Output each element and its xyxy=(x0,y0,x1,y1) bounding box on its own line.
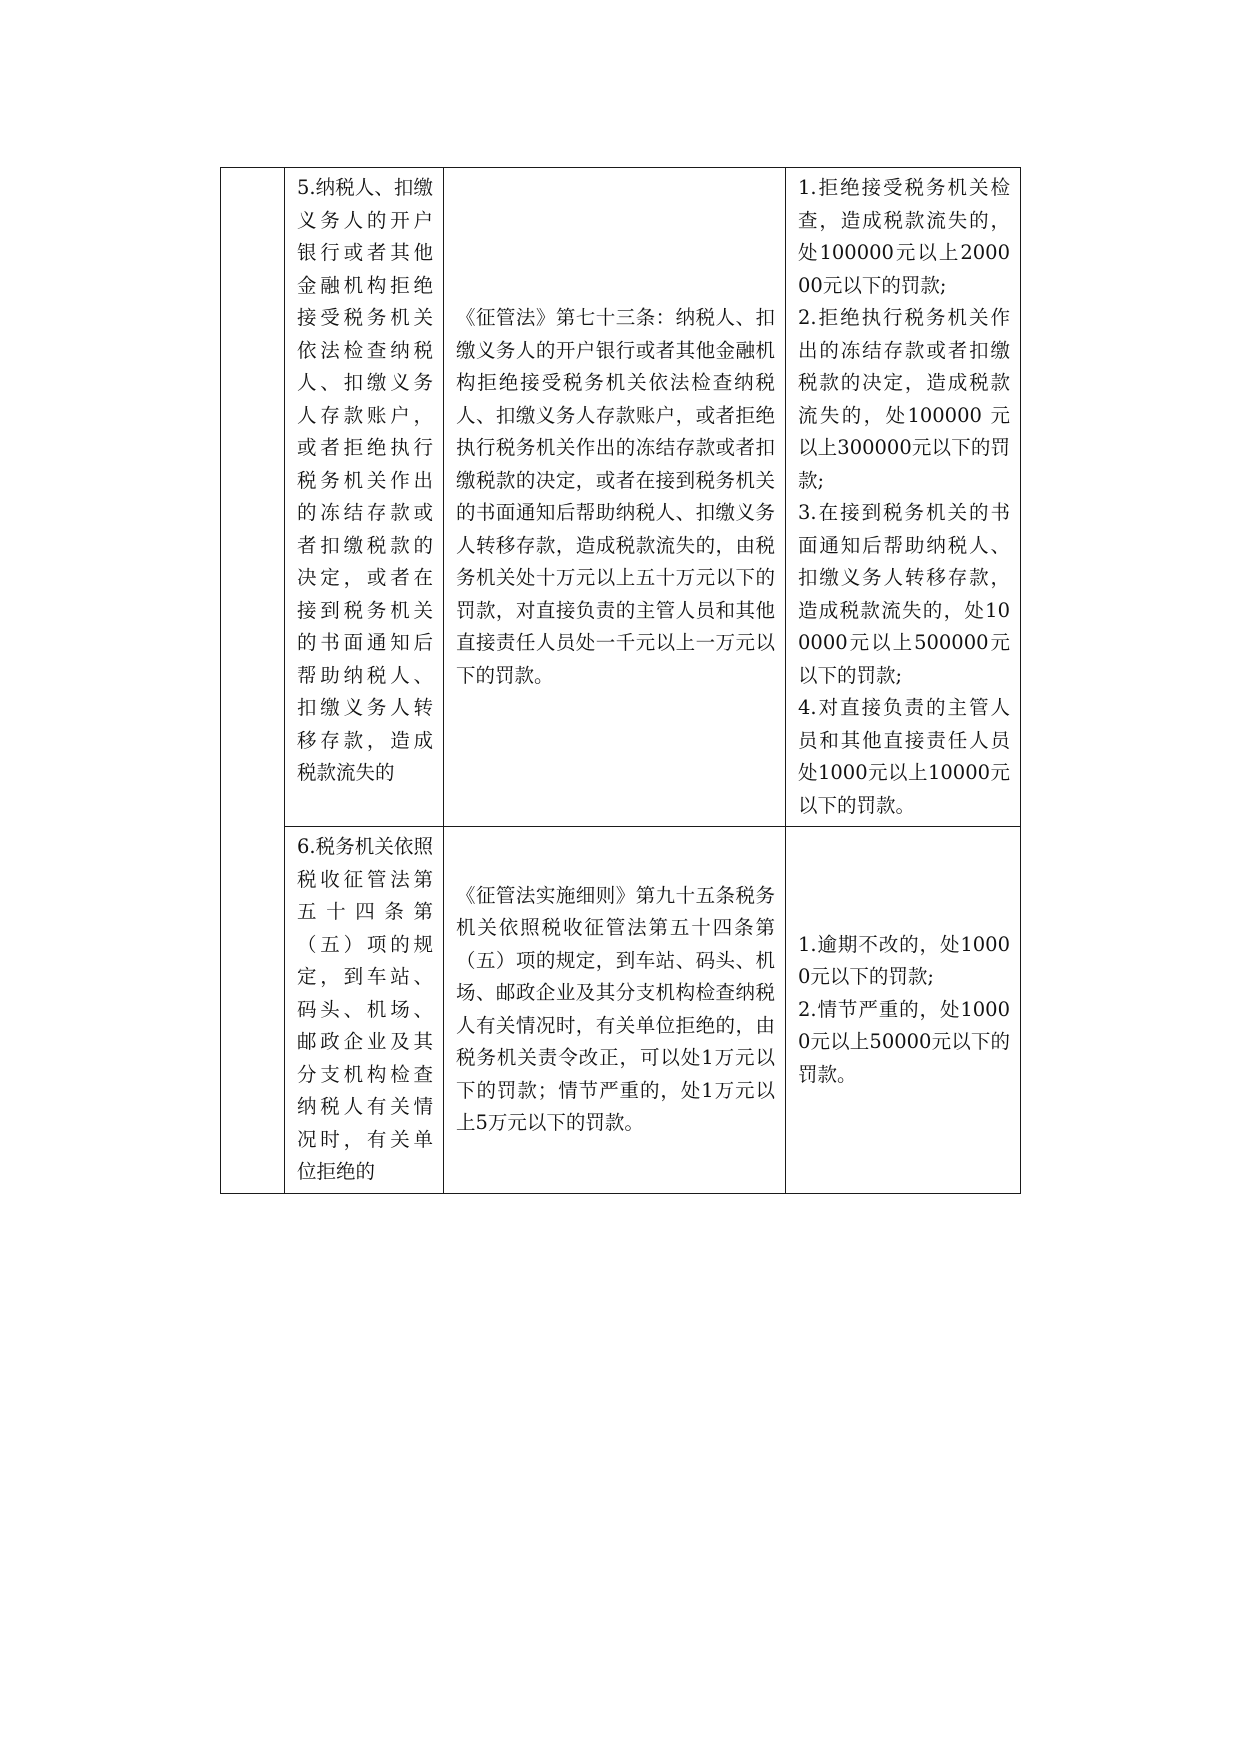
violation-behavior-text: 5.纳税人、扣缴义务人的开户银行或者其他金融机构拒绝接受税务机关依法检查纳税人、扣缴义务人存款账户，或者拒绝执行税务机关作出的冻结存款或者扣缴税款的决定，或者在接到税务机关的书面通知后帮助纳税人、扣缴义务人转移存款，造成税款流失的 xyxy=(297,176,433,784)
penalty-standard-cell xyxy=(786,827,1021,1194)
legal-basis-cell xyxy=(444,168,786,827)
violation-behavior-cell xyxy=(285,168,444,827)
penalty-standards-table xyxy=(220,167,1021,1194)
legal-basis-cell xyxy=(444,827,786,1194)
penalty-standard-item: 4.对直接负责的主管人员和其他直接责任人员处1000元以上10000元以下的罚款。 xyxy=(798,696,1010,817)
penalty-standard-item: 3.在接到税务机关的书面通知后帮助纳税人、扣缴义务人转移存款，造成税款流失的，处100000元以上500000元以下的罚款; xyxy=(798,501,1010,687)
legal-basis-text: 《征管法实施细则》第九十五条税务机关依照税收征管法第五十四条第（五）项的规定，到车站、码头、机场、邮政企业及其分支机构检查纳税人有关情况时，有关单位拒绝的，由税务机关责令改正，可以处1万元以下的罚款；情节严重的，处1万元以上5万元以下的罚款。 xyxy=(456,883,775,1135)
legal-basis-text: 《征管法》第七十三条：纳税人、扣缴义务人的开户银行或者其他金融机构拒绝接受税务机关依法检查纳税人、扣缴义务人存款账户，或者拒绝执行税务机关作出的冻结存款或者扣缴税款的决定，或者在接到税务机关的书面通知后帮助纳税人、扣缴义务人转移存款，造成税款流失的，由税务机关处十万元以上五十万元以下的罚款，对直接负责的主管人员和其他直接责任人员处一千元以上一万元以下的罚款。 xyxy=(456,306,775,687)
violation-behavior-text: 6.税务机关依照税收征管法第五十四条第（五）项的规定，到车站、码头、机场、邮政企业及其分支机构检查纳税人有关情况时，有关单位拒绝的 xyxy=(297,835,433,1183)
penalty-standard-item: 2.情节严重的，处10000元以上50000元以下的罚款。 xyxy=(798,997,1010,1086)
penalty-standard-item: 2.拒绝执行税务机关作出的冻结存款或者扣缴税款的决定，造成税款流失的，处100000 元以上300000元以下的罚款; xyxy=(798,306,1010,492)
penalty-standard-cell xyxy=(786,168,1021,827)
penalty-standard-item: 1.拒绝接受税务机关检查，造成税款流失的，处100000元以上200000元以下的罚款; xyxy=(798,176,1010,297)
table-row xyxy=(221,827,1021,1194)
penalty-standard-item: 1.逾期不改的，处10000元以下的罚款; xyxy=(798,932,1010,988)
table-row xyxy=(221,168,1021,827)
violation-behavior-cell xyxy=(285,827,444,1194)
category-cell xyxy=(221,168,285,1194)
